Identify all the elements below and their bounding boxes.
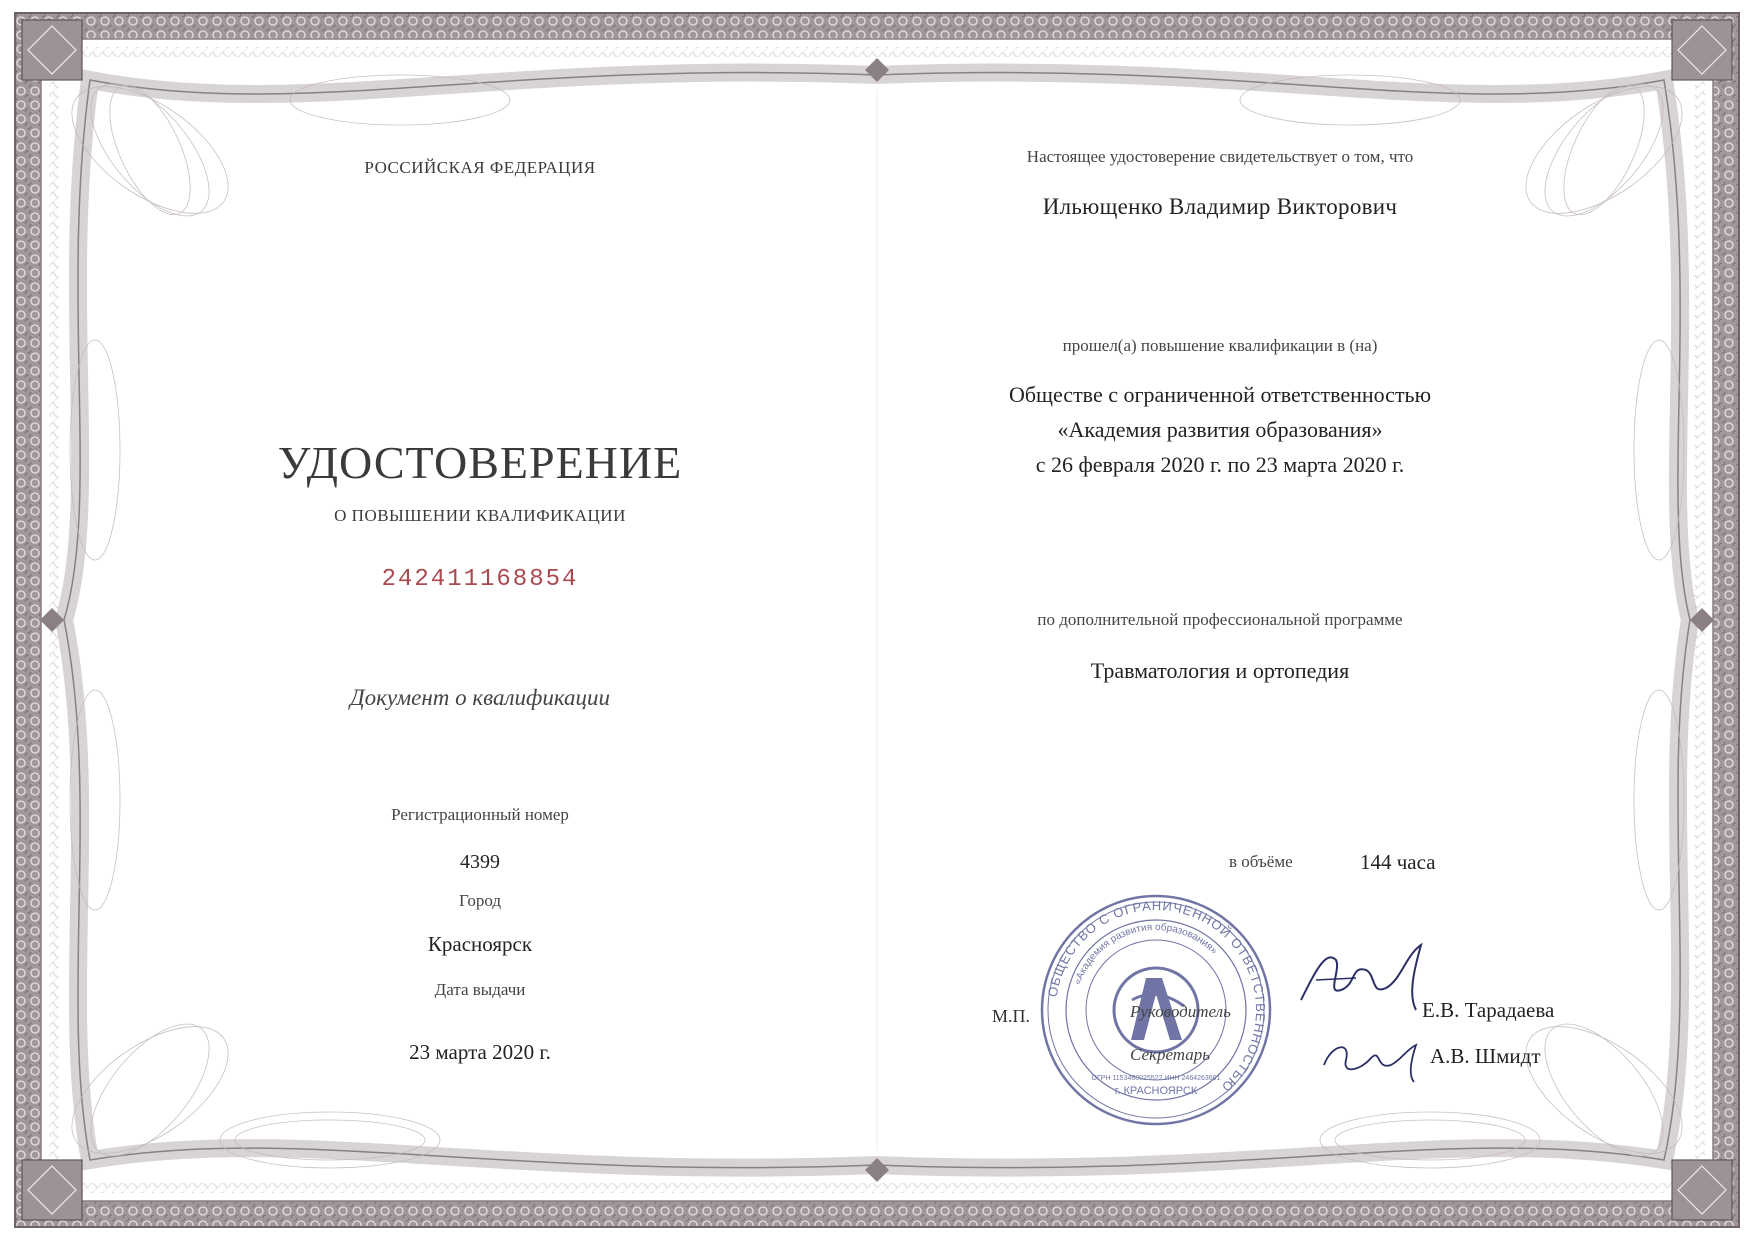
director-signature <box>1296 940 1436 1020</box>
signer-role-director: Руководитель <box>1130 1002 1231 1021</box>
seal-ids-text: ОГРН 1153468025522 ИНН 2464263601 <box>1091 1075 1221 1082</box>
registration-number: 4399 <box>460 851 500 873</box>
training-period: с 26 февраля 2020 г. по 23 марта 2020 г. <box>1035 452 1405 477</box>
program-label: по дополнительной профессиональной программе <box>1037 610 1403 629</box>
signer-role-secretary: Секретарь <box>1130 1045 1210 1064</box>
registration-number-label: Регистрационный номер <box>391 805 569 824</box>
issue-date-label: Дата выдачи <box>434 980 526 999</box>
country-label: РОССИЙСКАЯ ФЕДЕРАЦИЯ <box>364 158 596 177</box>
city-label: Город <box>459 891 501 910</box>
organization-line-1: Обществе с ограниченной ответственностью <box>1008 382 1432 407</box>
organization-line-2: «Академия развития образования» <box>1057 417 1383 442</box>
serial-number: 242411168854 <box>381 566 579 593</box>
volume-label: в объёме <box>1229 852 1293 871</box>
certification-intro: Настоящее удостоверение свидетельствует о том, что <box>1026 147 1414 166</box>
document-type: Документ о квалификации <box>349 685 611 710</box>
document-title: УДОСТОВЕРЕНИЕ <box>277 437 683 488</box>
program-name: Травматология и ортопедия <box>1090 658 1350 683</box>
seal-city-text: г. КРАСНОЯРСК <box>1114 1085 1198 1097</box>
city-value: Красноярск <box>427 932 533 956</box>
secretary-name: А.В. Шмидт <box>1430 1044 1541 1068</box>
stamp-place-label: М.П. <box>992 1006 1031 1026</box>
passed-training-text: прошел(а) повышение квалификации в (на) <box>1062 336 1378 355</box>
holder-full-name: Ильющенко Владимир Викторович <box>1042 194 1398 219</box>
seal-outer-text: ОБЩЕСТВО С ОГРАНИЧЕННОЙ ОТВЕТСТВЕННОСТЬЮ <box>1044 897 1269 1096</box>
document-subtitle: О ПОВЫШЕНИИ КВАЛИФИКАЦИИ <box>334 506 626 525</box>
secretary-signature <box>1316 1030 1426 1085</box>
seal-inner-text: «Академия развития образования» <box>1072 921 1220 987</box>
issue-date: 23 марта 2020 г. <box>409 1040 551 1064</box>
director-name: Е.В. Тарадаева <box>1422 998 1555 1022</box>
volume-hours: 144 часа <box>1360 850 1436 874</box>
